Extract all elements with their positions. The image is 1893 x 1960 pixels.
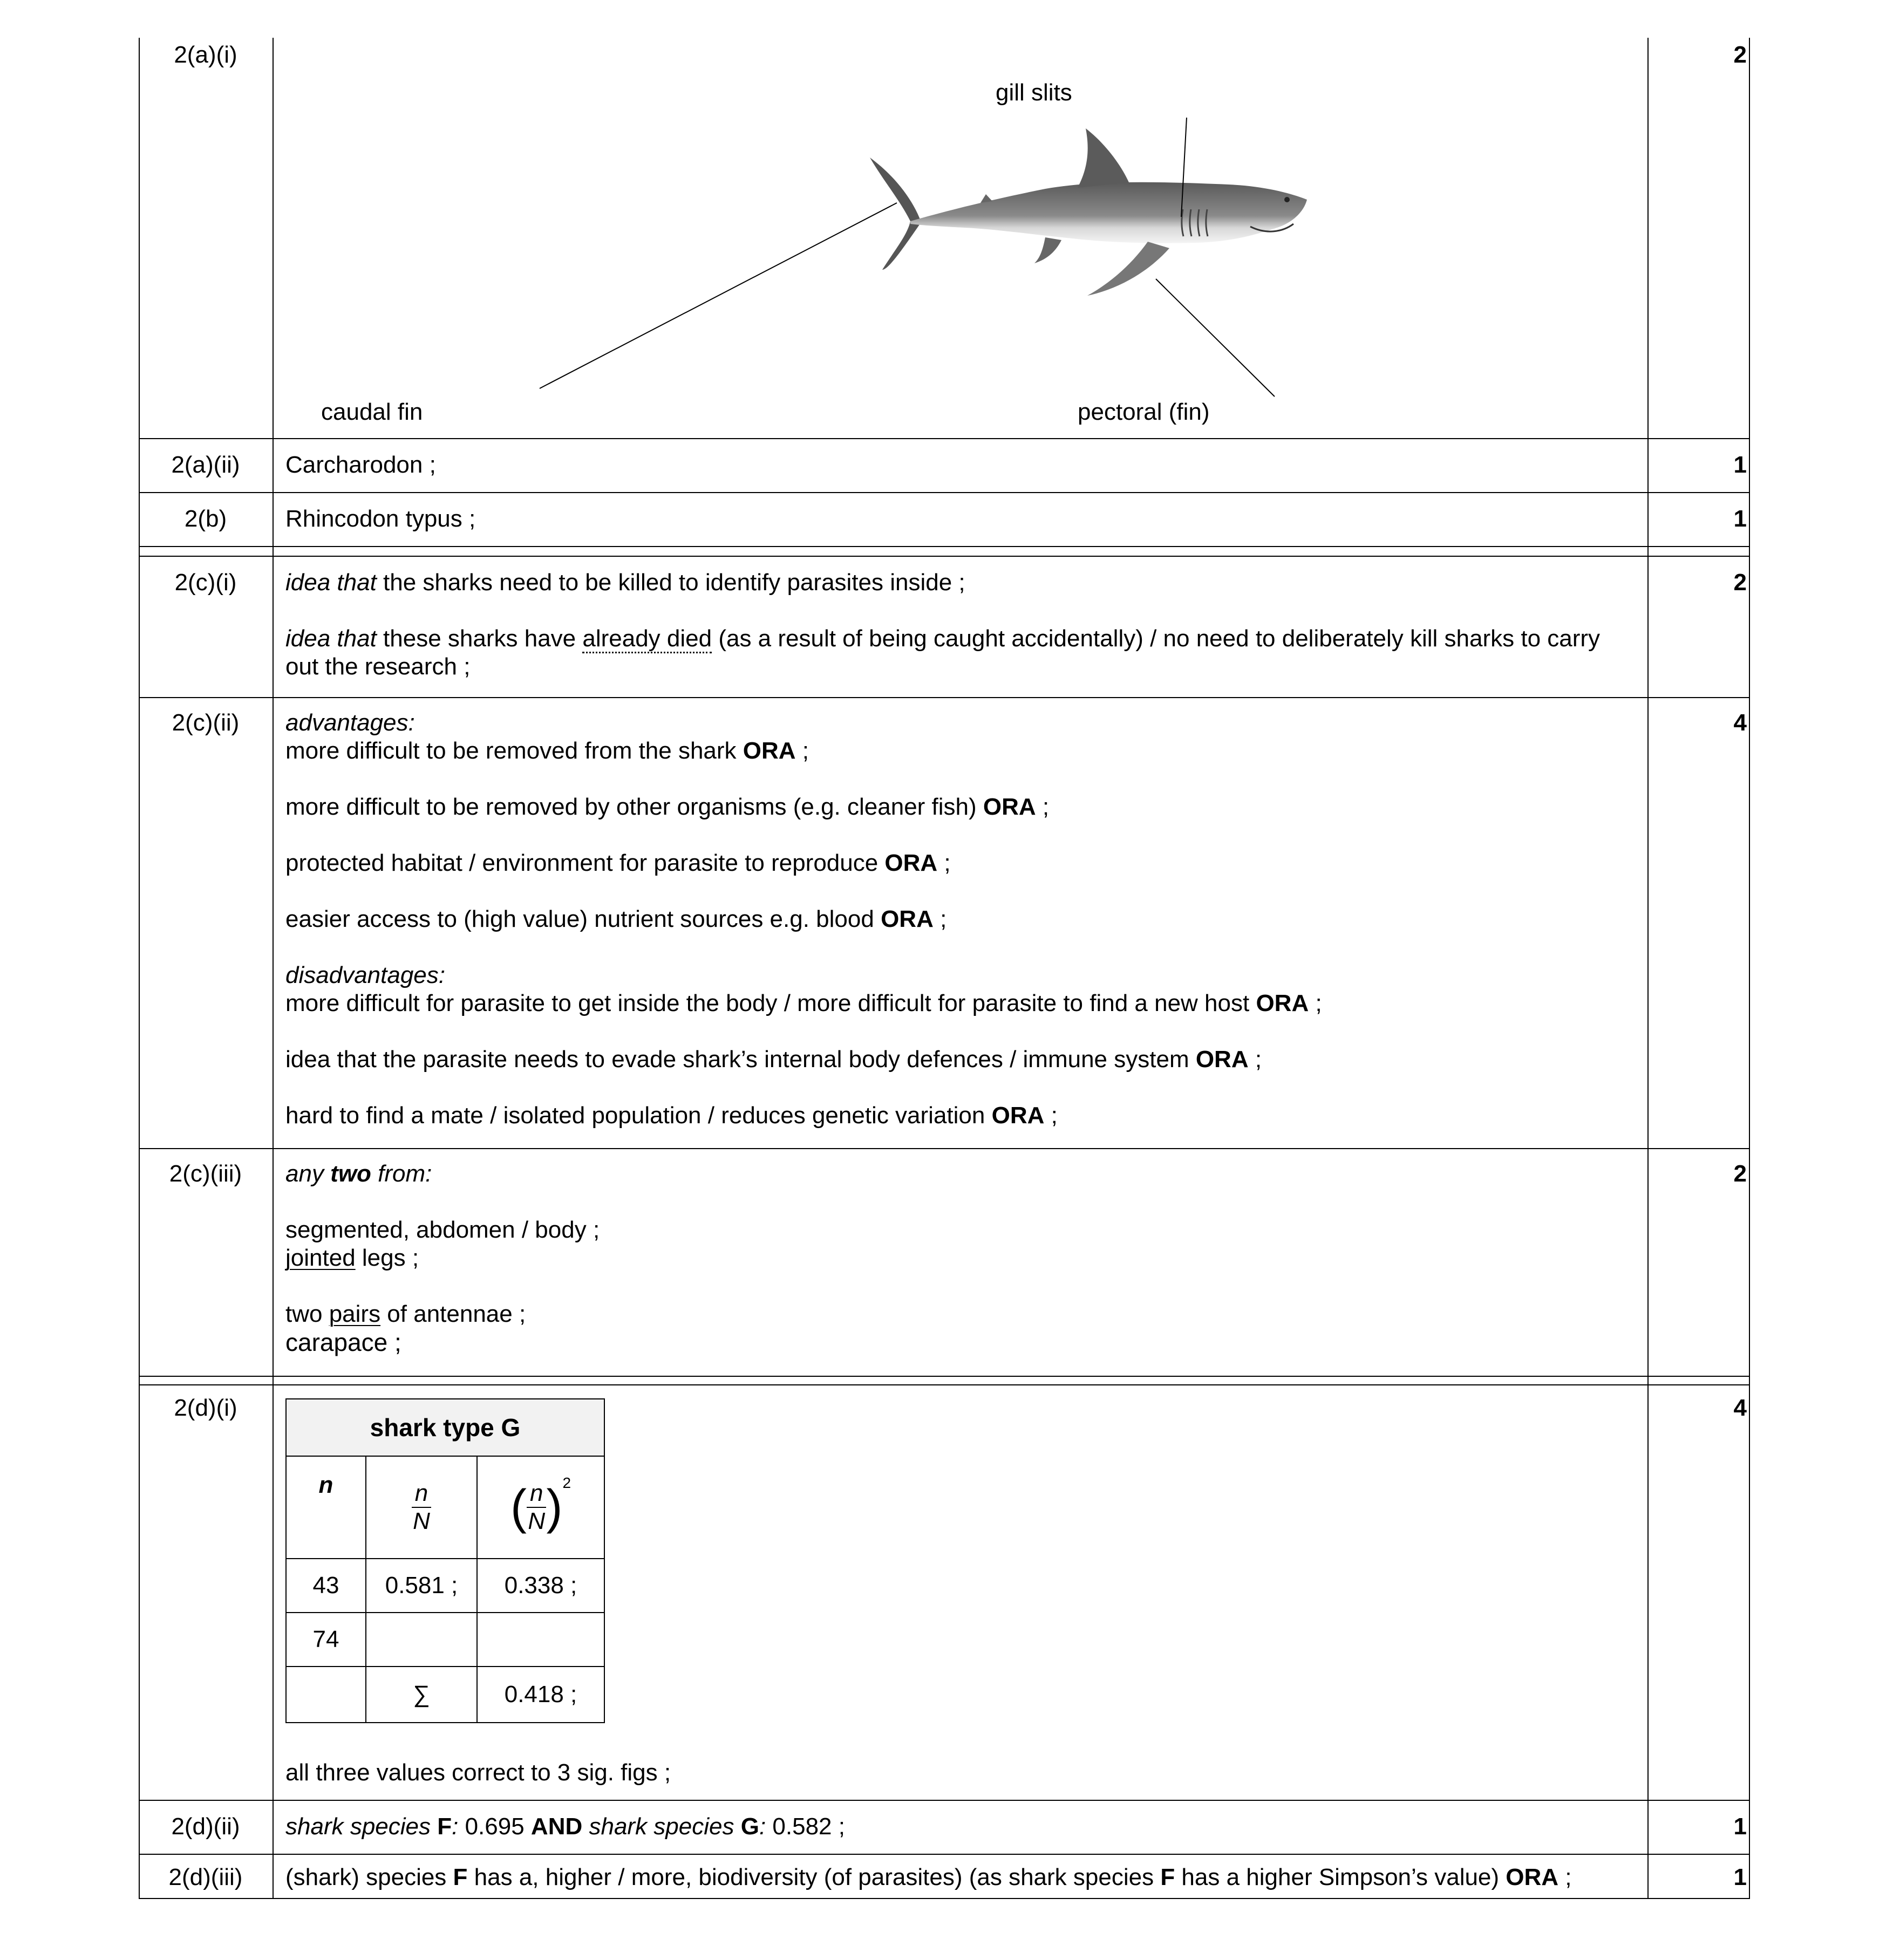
marks: 2 <box>1733 1160 1747 1187</box>
marks: 1 <box>1733 506 1747 532</box>
marks: 4 <box>1733 1395 1747 1421</box>
marks: 2 <box>1733 42 1747 68</box>
header-n-over-N: $\frac{n}{N}$ <box>366 1456 477 1559</box>
question-column-divider <box>273 38 274 1899</box>
marks: 1 <box>1733 1864 1747 1890</box>
answer-line: more difficult to be removed by other organisms (e.g. cleaner fish) ORA ; <box>285 794 1050 820</box>
answer-line: more difficult to be removed from the shark ORA ; <box>285 737 809 764</box>
marks-column-divider <box>1647 38 1649 1899</box>
answer-line: hard to find a mate / isolated population / reduces genetic variation ORA ; <box>285 1102 1058 1129</box>
caudal-fin-label: caudal fin <box>321 399 423 425</box>
row-divider <box>139 697 1750 698</box>
row-divider <box>139 1800 1750 1801</box>
pectoral-fin-leader <box>1156 279 1275 397</box>
answer-line: more difficult for parasite to get inside the body / more difficult for parasite to find a new host ORA ; <box>285 990 1322 1016</box>
table-row: 43 0.581 ; 0.338 ; <box>286 1559 604 1613</box>
row-divider <box>139 1148 1750 1149</box>
disadvantages-heading: disadvantages: <box>285 962 445 988</box>
row-divider <box>139 1376 1750 1377</box>
table-row: ∑ 0.418 ; <box>286 1667 604 1723</box>
answer-line: segmented, abdomen / body ; <box>285 1217 600 1243</box>
question-number: 2(c)(ii) <box>172 709 240 736</box>
answer-text: Carcharodon ; <box>285 452 436 478</box>
answer-block <box>285 569 1618 681</box>
header-n: n <box>286 1456 366 1559</box>
shark-illustration <box>870 128 1307 296</box>
shark-diagram <box>279 38 1639 437</box>
question-number: 2(a)(ii) <box>171 452 240 478</box>
shark-type-g-table <box>285 1398 605 1723</box>
mark-scheme-table <box>139 38 1750 1899</box>
marks: 1 <box>1733 1813 1747 1840</box>
table-row: 74 <box>286 1613 604 1667</box>
answer-text: (shark) species F has a, higher / more, biodiversity (of parasites) (as shark species F has a higher Simpson’s value) ORA ; <box>285 1864 1572 1890</box>
answer-text: Rhincodon typus ; <box>285 506 476 532</box>
question-number: 2(d)(ii) <box>171 1813 240 1840</box>
answer-line: protected habitat / environment for parasite to reproduce ORA ; <box>285 850 951 876</box>
left-border <box>139 38 140 1899</box>
answer-line: idea that the sharks need to be killed to identify parasites inside ; <box>285 569 965 596</box>
question-number: 2(c)(iii) <box>169 1160 242 1187</box>
gill-slits-label: gill slits <box>996 79 1072 106</box>
marks: 1 <box>1733 452 1747 478</box>
row-divider <box>139 556 1750 557</box>
answer-line: easier access to (high value) nutrient sources e.g. blood ORA ; <box>285 906 947 932</box>
answer-line: carapace ; <box>285 1328 401 1356</box>
answer-line: idea that the parasite needs to evade shark’s internal body defences / immune system ORA ; <box>285 1046 1262 1073</box>
marks: 4 <box>1733 709 1747 736</box>
row-divider <box>139 492 1750 493</box>
marks: 2 <box>1733 569 1747 596</box>
answer-line: jointed legs ; <box>285 1245 419 1271</box>
header-n-over-N-squared: ( $\frac{n}{N}$ )$^2$ <box>477 1456 604 1559</box>
answer-block <box>285 709 1618 1130</box>
question-number: 2(d)(iii) <box>168 1864 243 1890</box>
row-divider <box>139 1384 1750 1385</box>
question-number: 2(d)(i) <box>174 1395 237 1421</box>
answer-block <box>285 1160 1618 1356</box>
answer-text: shark species F: 0.695 AND shark species G: 0.582 ; <box>285 1813 845 1840</box>
advantages-heading: advantages: <box>285 709 415 736</box>
table-title: shark type G <box>286 1399 604 1456</box>
answer-heading: any two from: <box>285 1160 432 1187</box>
row-divider <box>139 1854 1750 1855</box>
right-border <box>1749 38 1750 1899</box>
pectoral-fin-label: pectoral (fin) <box>1078 399 1210 425</box>
bottom-border <box>139 1898 1750 1899</box>
row-divider <box>139 546 1750 547</box>
answer-note: all three values correct to 3 sig. figs ; <box>285 1759 671 1786</box>
caudal-fin-leader <box>540 203 897 388</box>
answer-line: two pairs of antennae ; <box>285 1301 526 1327</box>
question-number: 2(b) <box>184 506 227 532</box>
sum-symbol: ∑ <box>366 1667 477 1723</box>
question-number: 2(a)(i) <box>174 42 237 68</box>
row-divider <box>139 438 1750 439</box>
answer-line: idea that these sharks have already died (as a result of being caught accidentally) / no need to deliberately kill sharks to carry out the research ; <box>285 625 1601 680</box>
question-number: 2(c)(i) <box>174 569 237 596</box>
